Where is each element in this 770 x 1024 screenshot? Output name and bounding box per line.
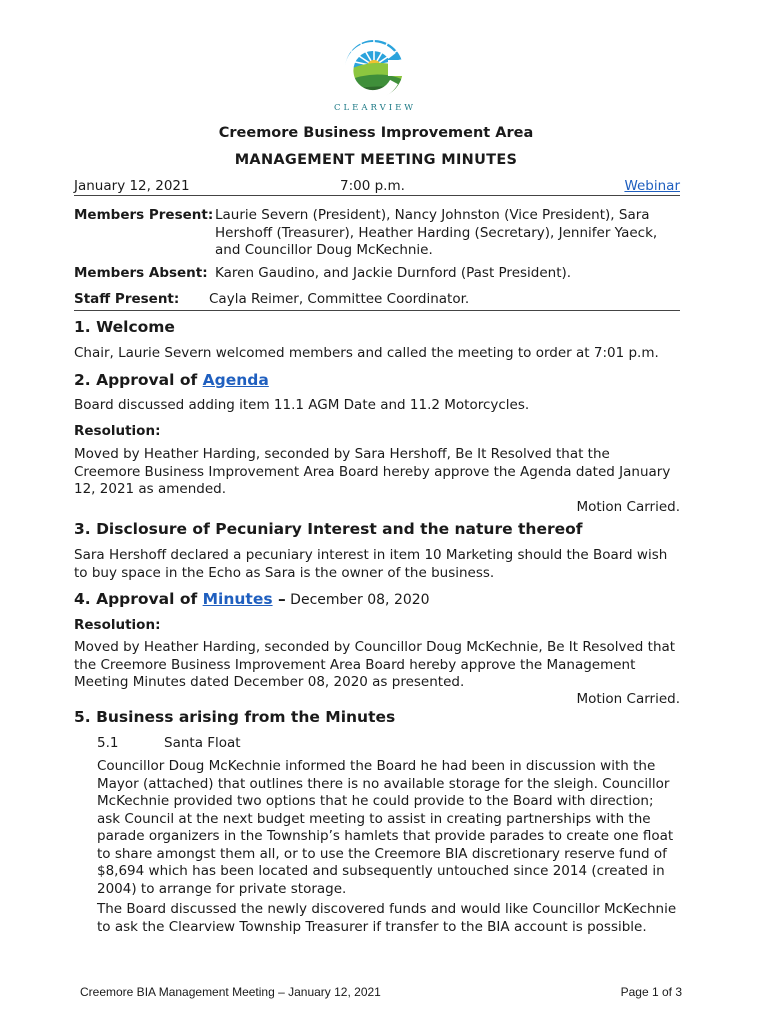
meeting-date: January 12, 2021	[74, 178, 190, 194]
section-3-text: Sara Hershoff declared a pecuniary interest in item 10 Marketing should the Board wish to buy space in the Echo as Sara is the owner of the business.	[74, 547, 668, 581]
divider	[74, 310, 680, 311]
document-subtitle: MANAGEMENT MEETING MINUTES	[234, 152, 518, 168]
section-4-outcome: Motion Carried.	[576, 691, 680, 707]
item-title: Santa Float	[164, 735, 241, 751]
meeting-time: 7:00 p.m.	[340, 178, 405, 194]
brand-name: CLEARVIEW	[333, 103, 417, 113]
item-paragraph-2: The Board discussed the newly discovered funds and would like Councillor McKechnie to ask the Clearview Township Treasurer if transfer to the BIA account is possible.	[97, 901, 677, 935]
members-present-label: Members Present:	[74, 207, 214, 223]
section-2-text: Board discussed adding item 11.1 AGM Date and 11.2 Motorcycles.	[74, 397, 530, 413]
section-1-heading: 1. Welcome	[74, 318, 175, 336]
meeting-info-line	[74, 177, 680, 196]
section-4-heading-dash: –	[272, 590, 286, 608]
section-4-resolution-text: Moved by Heather Harding, seconded by Councillor Doug McKechnie, Be It Resolved that the Creemore Business Improvement Area Board hereby approve the Management Meeting Minutes dated December 08, 2020 as presented.	[74, 639, 676, 690]
section-5-heading: 5. Business arising from the Minutes	[74, 708, 396, 726]
page-number: Page 1 of 3	[620, 985, 682, 999]
staff-present-label: Staff Present:	[74, 291, 180, 307]
section-2-resolution-text: Moved by Heather Harding, seconded by Sara Hershoff, Be It Resolved that the Creemore Business Improvement Area Board hereby approve the Agenda dated January 12, 2021 as amended.	[74, 446, 671, 497]
item-number: 5.1	[97, 735, 119, 751]
agenda-link[interactable]: Agenda	[202, 371, 269, 389]
section-2-resolution-label: Resolution:	[74, 423, 161, 439]
staff-present-text: Cayla Reimer, Committee Coordinator.	[209, 291, 470, 307]
minutes-link[interactable]: Minutes	[202, 590, 273, 608]
members-present-text: Laurie Severn (President), Nancy Johnston (Vice President), Sara Hershoff (Treasurer), Heather Harding (Secretary), Jennifer Yaeck, and Councillor Doug McKechnie.	[215, 207, 658, 258]
clearview-logo	[344, 38, 404, 100]
members-absent-text: Karen Gaudino, and Jackie Durnford (Past President).	[215, 265, 572, 281]
members-absent-label: Members Absent:	[74, 265, 208, 281]
section-4-heading-date: December 08, 2020	[285, 592, 430, 608]
section-2-heading-text: 2. Approval of	[74, 371, 203, 389]
section-3-heading: 3. Disclosure of Pecuniary Interest and the nature thereof	[74, 520, 583, 538]
section-2-heading	[74, 371, 680, 389]
section-4-heading-text: 4. Approval of	[74, 590, 203, 608]
document-title: Creemore Business Improvement Area	[218, 125, 534, 141]
footer-left: Creemore BIA Management Meeting – January 12, 2021	[80, 985, 381, 999]
section-2-outcome: Motion Carried.	[576, 499, 680, 515]
section-1-text: Chair, Laurie Severn welcomed members and called the meeting to order at 7:01 p.m.	[74, 345, 659, 361]
webinar-link[interactable]: Webinar	[624, 178, 680, 194]
section-4-resolution-label: Resolution:	[74, 617, 161, 633]
item-paragraph-1: Councillor Doug McKechnie informed the Board he had been in discussion with the Mayor (attached) that outlines there is no available storage for the sleigh. Councillor McKechnie provided two options that he could provide to the Board with direction; ask Council at the next budget meeting to assist in creating partnerships with the parade organizers in the Township’s hamlets that provide parades to create one float to share amongst them all, or to use the Creemore BIA discretionary reserve fund of $8,694 which has been located and subsequently untouched since 2014 (created in 2004) to arrange for private storage.	[97, 758, 674, 897]
section-4-heading	[74, 590, 680, 608]
